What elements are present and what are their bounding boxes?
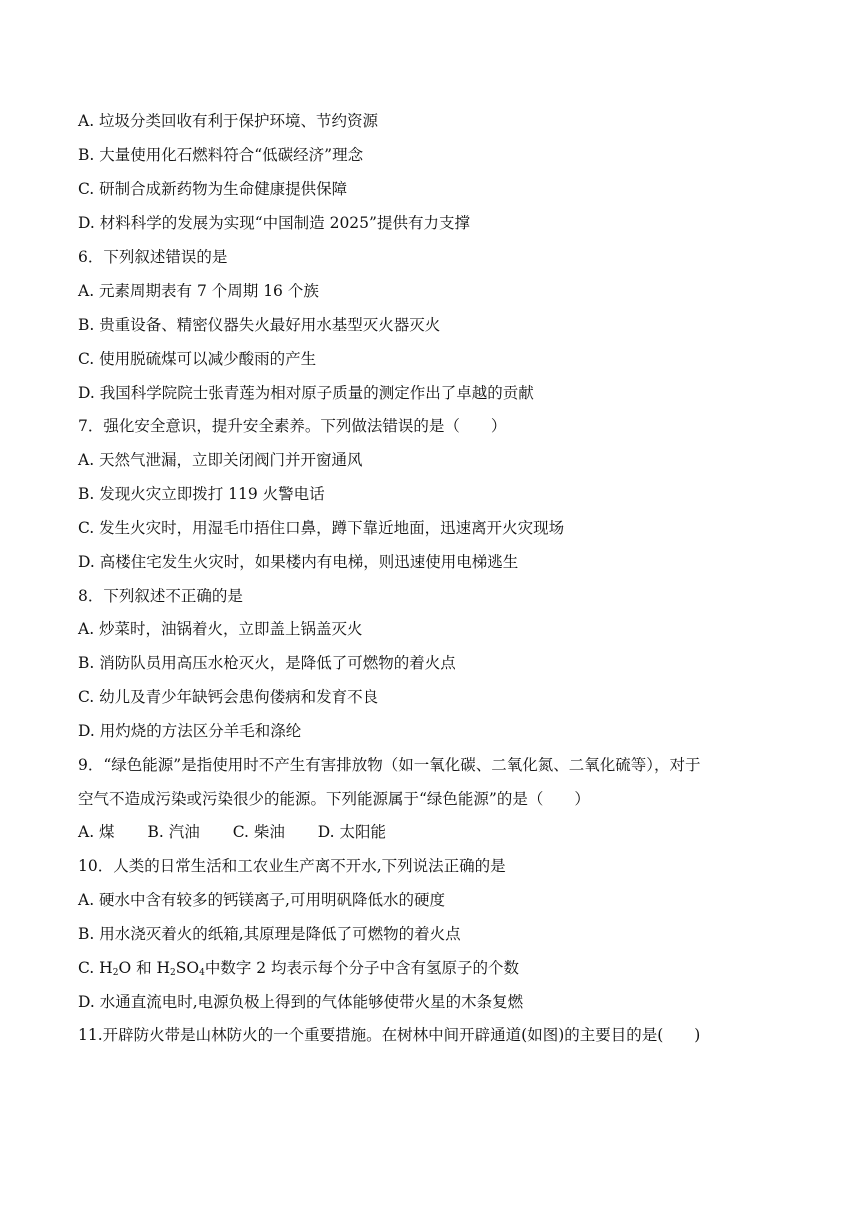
q8-option-b: B. 消防队员用高压水枪灭火，是降低了可燃物的着火点 [78, 654, 456, 672]
q10-option-d: D. 水通直流电时,电源负极上得到的气体能够使带火星的木条复燃 [78, 993, 524, 1011]
q8-option-c: C. 幼儿及青少年缺钙会患佝偻病和发育不良 [78, 688, 379, 706]
q10-option-c-suffix: 中数字 2 均表示每个分子中含有氢原子的个数 [204, 959, 520, 977]
q7-option-b: B. 发现火灾立即拨打 119 火警电话 [78, 485, 325, 503]
q6-option-d: D. 我国科学院院士张青莲为相对原子质量的测定作出了卓越的贡献 [78, 384, 534, 402]
h2o-subscript: 2 [112, 968, 119, 978]
q10-option-b: B. 用水浇灭着火的纸箱,其原理是降低了可燃物的着火点 [78, 925, 461, 943]
q7-option-a: A. 天然气泄漏，立即关闭阀门并开窗通风 [78, 451, 363, 469]
h2so4-h: H [156, 959, 171, 977]
q9-option-c: C. 柴油 [232, 823, 285, 841]
q6-stem: 6．下列叙述错误的是 [78, 248, 228, 266]
q9-options [78, 821, 800, 843]
h2o-h: H [99, 959, 113, 977]
q6-option-c: C. 使用脱硫煤可以减少酸雨的产生 [78, 350, 317, 368]
q5-option-d: D. 材料科学的发展为实现“中国制造 2025”提供有力支撑 [78, 214, 470, 232]
q11-stem: 11.开辟防火带是山林防火的一个重要措施。在树林中间开辟通道(如图)的主要目的是( ) [78, 1026, 701, 1044]
q8-option-a: A. 炒菜时，油锅着火，立即盖上锅盖灭火 [78, 620, 363, 638]
h2o-o: O [118, 959, 132, 977]
q9-option-b: B. 汽油 [147, 823, 200, 841]
q10-option-c-prefix: C. [78, 959, 100, 977]
q6-option-a: A. 元素周期表有 7 个周期 16 个族 [78, 282, 319, 300]
q7-option-d: D. 高楼住宅发生火灾时，如果楼内有电梯，则迅速使用电梯逃生 [78, 553, 519, 571]
h2so4-subscript-4: 4 [199, 968, 205, 978]
q10-option-c-and: 和 [131, 959, 157, 977]
q7-stem: 7．强化安全意识，提升安全素养。下列做法错误的是（ ） [78, 417, 507, 435]
h2so4-subscript-2: 2 [170, 968, 176, 978]
q9-option-a: A. 煤 [78, 823, 115, 841]
q5-option-b: B. 大量使用化石燃料符合“低碳经济”理念 [78, 146, 364, 164]
q8-stem: 8．下列叙述不正确的是 [78, 587, 243, 605]
q10-option-a: A. 硬水中含有较多的钙镁离子,可用明矾降低水的硬度 [78, 891, 445, 909]
q5-option-c: C. 研制合成新药物为生命健康提供保障 [78, 180, 348, 198]
q8-option-d: D. 用灼烧的方法区分羊毛和涤纶 [78, 722, 302, 740]
q7-option-c: C. 发生火灾时，用湿毛巾捂住口鼻，蹲下靠近地面，迅速离开火灾现场 [78, 519, 565, 537]
q9-stem-line1: 9．“绿色能源”是指使用时不产生有害排放物（如一氧化碳、二氧化氮、二氧化硫等），对于 [78, 756, 701, 774]
q9-option-d: D. 太阳能 [317, 823, 387, 841]
q10-stem: 10．人类的日常生活和工农业生产离不开水,下列说法正确的是 [78, 857, 506, 875]
q9-stem-line2: 空气不造成污染或污染很少的能源。下列能源属于“绿色能源”的是（ ） [78, 790, 590, 808]
q10-option-c [78, 957, 800, 979]
h2so4-so: SO [175, 959, 200, 977]
q6-option-b: B. 贵重设备、精密仪器失火最好用水基型灭火器灭火 [78, 316, 441, 334]
q5-option-a: A. 垃圾分类回收有利于保护环境、节约资源 [78, 112, 379, 130]
